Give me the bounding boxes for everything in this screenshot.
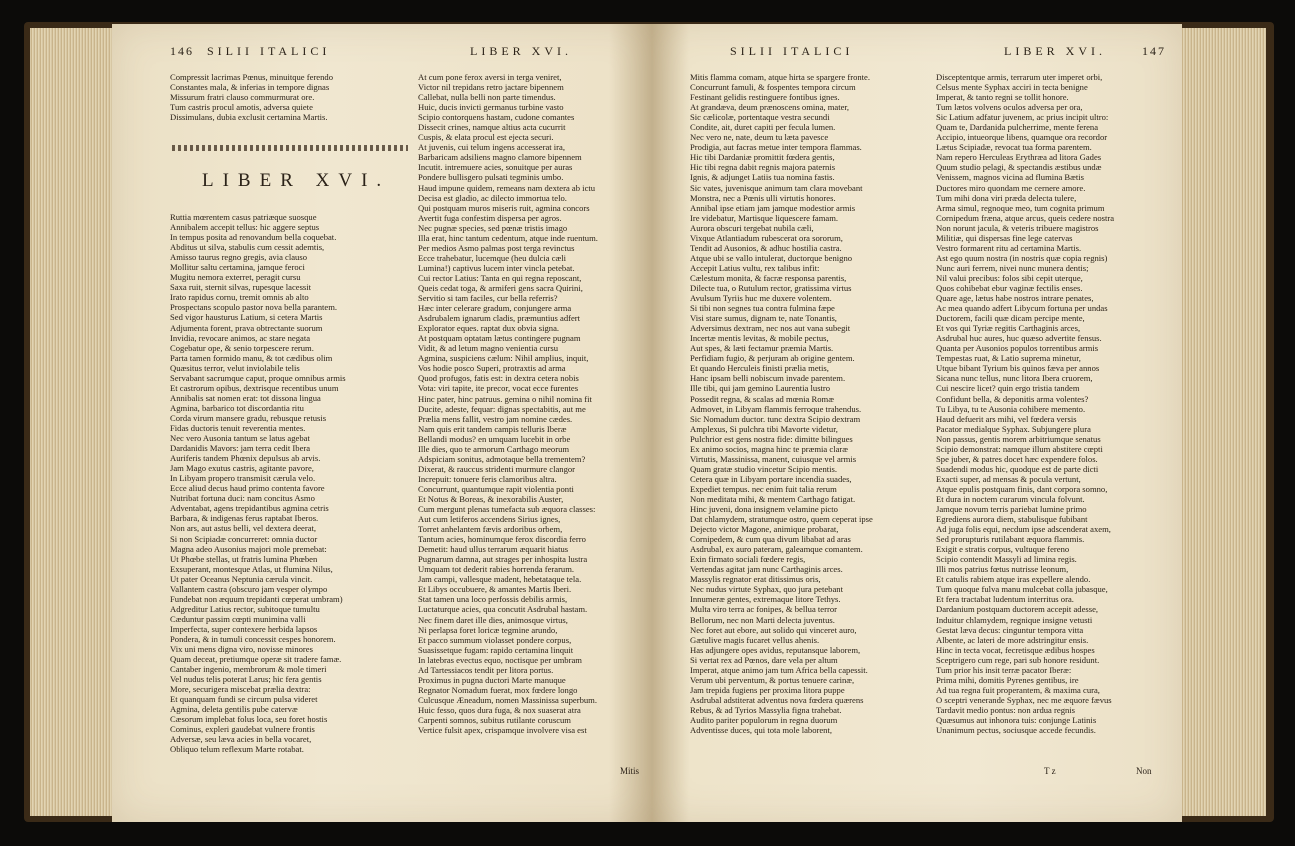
text-line: Sicana nunc tellus, nunc litora Ibera cruorem, bbox=[936, 373, 1093, 384]
text-line: Exsuperant, montesque Atlas, ut flumina Nilus, bbox=[170, 563, 333, 574]
text-line: Cui nescire licet? quin ergo tristia tandem bbox=[936, 383, 1080, 394]
text-line: Massylis regnator erat ditissimus oris, bbox=[690, 574, 821, 585]
text-line: Tempestas ruat, & Latio suprema minetur, bbox=[936, 353, 1081, 364]
right-catchword: Non bbox=[1136, 766, 1152, 776]
text-line: Decisa est gladio, ac dilecto immortua telo. bbox=[418, 192, 567, 203]
text-line: Asdrubal huc aures, huc quæso advertite fensus. bbox=[936, 333, 1102, 344]
text-line: Obliquo telum reflexum Marte rotabat. bbox=[170, 744, 304, 755]
text-line: Si non Scipiadæ concurreret: omnia ductor bbox=[170, 533, 318, 544]
text-line: Parta tamen formido manu, & tot cædibus olim bbox=[170, 352, 333, 363]
text-line: Avertit fuga confestim dispersa per agros. bbox=[418, 212, 562, 223]
text-line: Possedit regna, & scalas ad mœnia Romæ bbox=[690, 393, 834, 404]
text-line: Cominus, expleri gaudebat vulnere frontis bbox=[170, 724, 315, 735]
text-line: Vestro formarent ritu ad certamina Martis. bbox=[936, 242, 1082, 253]
text-line: Servabant sacrumque caput, proque omnibus armis bbox=[170, 372, 346, 383]
text-line: Huic, ducis invicti germanus turbine vasto bbox=[418, 102, 564, 113]
text-line: Sed prorupturis rutilabant æquora flammis. bbox=[936, 534, 1085, 545]
text-line: Adversimus dextram, nec nos aut vana subegit bbox=[690, 323, 851, 334]
text-line: At postquam optatam lætus contingere pugnam bbox=[418, 333, 581, 344]
text-line: Atque epulis postquam finis, dant corpora somno, bbox=[936, 483, 1108, 494]
text-line: Exacti super, ad mensas & pocula vertunt, bbox=[936, 473, 1081, 484]
text-line: Stat tamen una loco perfossis debilis armis, bbox=[418, 594, 568, 605]
text-line: Egrediens aurora diem, stabulisque fubibant bbox=[936, 514, 1088, 525]
text-line: Arma simul, regnoque meo, tum cognita primum bbox=[936, 202, 1105, 213]
text-line: Auriferis tandem Phœnix depulsus ab arvis. bbox=[170, 453, 321, 464]
text-line: Barbara, & indigenas ferus raptabat Iberos. bbox=[170, 513, 319, 524]
text-line: Si vertat rex ad Pœnos, dare vela per altum bbox=[690, 654, 838, 665]
text-line: Dejecto victor Magone, animique probarat, bbox=[690, 524, 839, 535]
text-line: Utque bibant Tyrium bis quinos fæva per annos bbox=[936, 363, 1100, 374]
text-line: Avulsum Tyriis huc me duxere volentem. bbox=[690, 293, 832, 304]
left-page bbox=[112, 24, 652, 822]
text-line: Servitio si tam faciles, cur bella referris? bbox=[418, 293, 558, 304]
text-line: Missurum fratri clauso commurmurat ore. bbox=[170, 92, 315, 103]
text-line: Scipio contendit Massyli ad limina regis. bbox=[936, 554, 1077, 565]
text-line: Multa viro terra ac fonipes, & bellua terror bbox=[690, 604, 837, 615]
text-line: Festinant gelidis restinguere fontibus ignes. bbox=[690, 92, 840, 103]
text-line: Albente, ac lateri de more adstringitur ensis. bbox=[936, 634, 1089, 645]
text-line: Concurrunt famuli, & fospentes tempora circum bbox=[690, 82, 856, 93]
right-running-head-right: LIBER XVI. bbox=[1004, 44, 1106, 58]
text-line: Tum lætos volvens oculos adversa per ora, bbox=[936, 102, 1083, 113]
text-line: Vix uni mens digna viro, novisse minores bbox=[170, 644, 313, 655]
text-line: Gestat læva decus: cinguntur tempora vitta bbox=[936, 624, 1084, 635]
text-line: Hæc inter celerare gradum, conjungere arma bbox=[418, 303, 572, 314]
text-line: Callebat, nulla belli non parte timendus. bbox=[418, 92, 556, 103]
text-line: Pugnarum damna, aut strages per inhospita lustra bbox=[418, 554, 588, 565]
text-line: Cuspis, & elata procul est ejecta securi. bbox=[418, 132, 554, 143]
text-line: Sed vigor hausturus Latium, si cetera Martis bbox=[170, 312, 323, 323]
text-line: Et Notus & Boreas, & inexorabilis Auster, bbox=[418, 493, 564, 504]
text-line: Prospectans scopulo pastor nova bella parantem. bbox=[170, 302, 338, 313]
text-line: Gætulive magis fucaret vellus ahenis. bbox=[690, 634, 820, 645]
text-line: Hinc juveni, dona insignem velamine picto bbox=[690, 504, 838, 515]
text-line: Condite, ait, duret capiti per fecula lumen. bbox=[690, 122, 836, 133]
text-line: Tardavit medio pontus: non ardua regnis bbox=[936, 704, 1076, 715]
text-line: Bellandi modus? en umquam lucebit in orbe bbox=[418, 433, 571, 444]
text-line: Ire videbatur, Martisque liquescere famam. bbox=[690, 212, 839, 223]
text-line: Non ars, aut astus belli, vel dextera deerat, bbox=[170, 523, 317, 534]
text-line: Ecce aliud decus haud primo contenta favore bbox=[170, 483, 325, 494]
text-line: Queis cedat toga, & armiferi gens sacra Quirini, bbox=[418, 282, 583, 293]
text-line: Per medios Asmo palmas post terga revinctus bbox=[418, 242, 575, 253]
text-line: Exin firmato sociali fœdere regis, bbox=[690, 554, 806, 565]
text-line: Admovet, in Libyam flammis ferroque trahendus. bbox=[690, 403, 862, 414]
text-line: Accipio, intueorque libens, quamque ora recordor bbox=[936, 132, 1108, 143]
text-line: Tum prior his insit terræ pacator Iberæ: bbox=[936, 664, 1072, 675]
text-line: Quanta per Ausonios populos torrentibus armis bbox=[936, 343, 1099, 354]
text-line: Amplexus, Si pulchra tibi Mavorte videtur, bbox=[690, 423, 838, 434]
text-line: Fidas ductoris tenuit reverentia mentes. bbox=[170, 422, 306, 433]
text-line: Aut cum letiferos accendens Sirius ignes, bbox=[418, 514, 561, 525]
text-line: Mitis flamma comam, atque hirta se spargere fronte. bbox=[690, 72, 871, 82]
text-line: Vallantem castra (obscuro jam vesper olympo bbox=[170, 583, 328, 594]
text-line: Sic Latium adfatur juvenem, ac prius incipit ultro: bbox=[936, 112, 1109, 123]
text-line: Nutribat fortuna duci: nam concitus Asmo bbox=[170, 493, 315, 504]
text-line: Scipio demonstrat: namque illum abstitere cœpti bbox=[936, 443, 1103, 454]
text-line: Imperfecta, super contexere herbida lapsos bbox=[170, 623, 318, 634]
text-line: Incertæ mentis levitas, & mobile pectus, bbox=[690, 333, 829, 344]
text-line: Ductores miro quondam me cernere amore. bbox=[936, 182, 1086, 193]
text-line: Unanimum pectus, sociusque accede fecundis. bbox=[936, 725, 1096, 736]
text-line: Dardanidis Mavors: jam terra cedit Ibera bbox=[170, 443, 311, 454]
text-line: In latebras evectus equo, noctisque per umbram bbox=[418, 654, 582, 665]
text-line: Annibal ipse etiam jam jamque modestior armis bbox=[690, 202, 856, 213]
text-line: Hic tibi Dardaniæ promittit fœdera gentis, bbox=[690, 152, 835, 163]
text-line: Adversæ, seu læva acies in bella vocaret, bbox=[170, 734, 312, 745]
right-page bbox=[652, 24, 1182, 822]
text-line: At juvenis, cui telum ingens accesserat ira, bbox=[418, 142, 566, 153]
text-line: Et vos qui Tyriæ regitis Carthaginis arces, bbox=[936, 323, 1081, 334]
text-line: Verum ubi perventum, & portus tenuere carinæ, bbox=[690, 674, 855, 685]
text-line: Disceptentque armis, terrarum uter imperet orbi, bbox=[936, 72, 1103, 82]
text-line: Ut pater Oceanus Neptunia cærula vincit. bbox=[170, 573, 313, 584]
text-line: Cæduntur passim cœpti munimina valli bbox=[170, 613, 306, 624]
text-line: Torret anhelantem fævis ardoribus orbem, bbox=[418, 524, 563, 535]
text-line: Spe juber, & patres docet hæc expendere folos. bbox=[936, 453, 1098, 464]
text-line: Jam trepida fugiens per proxima litora puppe bbox=[690, 684, 845, 695]
text-line: Abditus ut silva, stabulis cum cessit ademtis, bbox=[170, 242, 325, 253]
text-line: Jam campi, vallesque madent, hebetataque tela. bbox=[418, 574, 582, 585]
text-line: Asdrubalem ignarum cladis, præmuntius adfert bbox=[418, 313, 581, 324]
text-line: More, securigera miscebat prælia dextra: bbox=[170, 684, 311, 695]
text-line: Lætus Scipiadæ, revocat tua forma parentem. bbox=[936, 142, 1092, 153]
left-page-number: 146 bbox=[170, 44, 194, 58]
right-col1 bbox=[690, 72, 934, 745]
text-line: Atque ubi se vallo intulerat, ductorque benigno bbox=[690, 252, 853, 263]
text-line: Pondera, & in tumuli concessit cespes honorem. bbox=[170, 633, 336, 644]
text-line: Ex animo socios, magna hinc te præmia claræ bbox=[690, 443, 848, 454]
text-line bbox=[418, 735, 648, 745]
text-line: Nil valui precibus: folos sibi cepit uterque, bbox=[936, 272, 1083, 283]
text-line: Pacator medialque Syphax. Subjungere plura bbox=[936, 423, 1091, 434]
text-line: Adjumenta forent, prava obtrectante suorum bbox=[170, 322, 323, 333]
right-running-head: SILII ITALICI bbox=[730, 44, 854, 58]
text-line: Luctaturque acies, qua concutit Asdrubal hastam. bbox=[418, 604, 588, 615]
text-line: Prælia mens fallit, vestro jam nomine cædes. bbox=[418, 413, 573, 424]
text-line: Culcusque Æneadum, nomen Massinissa superbum. bbox=[418, 694, 598, 705]
text-line bbox=[936, 735, 1176, 745]
text-line: Has adjungere opes avidus, reputansque laborem, bbox=[690, 644, 861, 655]
text-line: Quod profugos, fatis est: in dextra cetera nobis bbox=[418, 373, 579, 384]
text-line: Nam quis erit tandem campis telluris Iberæ bbox=[418, 423, 567, 434]
text-line: Cæsorum implebat folus loca, seu foret hostis bbox=[170, 714, 328, 725]
text-line: Invidia, revocare animos, ac stare negata bbox=[170, 332, 311, 343]
text-line: Suadendi modus hic, quodque est de parte dicti bbox=[936, 463, 1099, 474]
text-line: Cogebatur ope, & senio torpescere rerum. bbox=[170, 342, 314, 353]
text-line: Aurora obscuri tergebat nubila cæli, bbox=[690, 222, 814, 233]
text-line: Explorator eques. raptat dux obvia signa. bbox=[418, 323, 560, 334]
text-line: Nec pugnæ species, sed pœnæ tristis imago bbox=[418, 222, 568, 233]
text-line: Imperat, & tanto regni se tollit honore. bbox=[936, 92, 1069, 103]
text-line: Mollitur saltu certamina, jamque feroci bbox=[170, 262, 305, 273]
left-col1-top bbox=[170, 72, 420, 122]
text-line: Cælestum monita, & facræ responsa parentis, bbox=[690, 272, 847, 283]
text-line: Quæsitus terror, velut inviolabile telis bbox=[170, 362, 300, 373]
text-line: Si tibi non segnes tua contra fulmina fæpe bbox=[690, 303, 835, 314]
text-line: Constantes mala, & inferias in tempore dignas bbox=[170, 82, 330, 93]
text-line: Compressit lacrimas Pœnus, minuitque ferendo bbox=[170, 72, 334, 82]
text-line: Vel nudus telis poterat Larus; hic fera gentis bbox=[170, 674, 322, 685]
text-line: Suasissetque fugam: rapido certamina linquit bbox=[418, 644, 574, 655]
text-line: Agmina, barbarico tot discordantia ritu bbox=[170, 402, 304, 413]
text-line: Monstra, nec a Pœnis ulli virtutis honores. bbox=[690, 192, 836, 203]
text-line: Agmina, suspiciens cælum: Nihil amplius, inquit, bbox=[418, 353, 589, 364]
text-line: Vos hodie posco Superi, protraxtis ad arma bbox=[418, 363, 566, 374]
text-line: Quam te, Dardanida pulcherrime, mente ferena bbox=[936, 122, 1099, 133]
text-line: Cetera quæ in Libyam portare incendia suades, bbox=[690, 473, 852, 484]
text-line: Asdrubal, ex auro pateram, galeamque comantem. bbox=[690, 544, 863, 555]
text-line: Asdrubal adstiterat adventus nova fœdera quærens bbox=[690, 694, 864, 705]
text-line: Nunc auri ferrem, nivei nunc munera dentis; bbox=[936, 262, 1089, 273]
text-line: Tum mihi dona viri præda delecta tulere, bbox=[936, 192, 1077, 203]
text-line: Saxa ruit, sternit silvas, rupesque lacessit bbox=[170, 282, 312, 293]
text-line: Ad Tartessiacos tendit per litora portus. bbox=[418, 664, 554, 675]
text-line: Et catulis rabiem atque iras expellere alendo. bbox=[936, 574, 1091, 585]
text-line: Cantaber ingenio, membrorum & mole timeri bbox=[170, 664, 327, 675]
text-line: Nec finem daret ille dies, animosque virtus, bbox=[418, 614, 568, 625]
text-line: Illa erat, hinc tantum cedentum, atque inde ruentum. bbox=[418, 232, 598, 243]
text-line: Tum castris procul amotis, adversa quiete bbox=[170, 102, 313, 113]
text-line: Pondere bullisgero pulsati tegminis umbo. bbox=[418, 172, 564, 183]
text-line: Hinc pater, hinc patruus. gemina o nihil nomina fit bbox=[418, 393, 592, 404]
text-line: Tum quoque fulva manu mulcebat colla jubasque, bbox=[936, 584, 1108, 595]
text-line: Innumeræ gentes, extremaque litore Tethys. bbox=[690, 594, 841, 605]
text-line: Ni perlapsa foret loricæ tegmine arundo, bbox=[418, 624, 558, 635]
text-line: Quam gratæ studio vincetur Scipio mentis. bbox=[690, 463, 838, 474]
text-line: Quam deceat, pretiumque operæ sit tradere famæ. bbox=[170, 654, 342, 665]
left-col1-main bbox=[170, 212, 418, 755]
text-line: Vota: viri tapite, ite precor, vocat ecce furentes bbox=[418, 383, 579, 394]
text-line: Nam repero Herculeas Erythræa ad litora Gades bbox=[936, 152, 1102, 163]
text-line: Nec nudus virtute Syphax, quo jura petebant bbox=[690, 584, 843, 595]
text-line: Imperat, atque animo jam tum Africa bella capessit. bbox=[690, 664, 868, 675]
text-line: Mugitu nemora exterret, peragit cursu bbox=[170, 272, 301, 283]
text-line: Ecce trahebatur, lucemque (heu dulcia cæli bbox=[418, 252, 567, 263]
text-line: Cui rector Latius: Tanta en qui regna reposcant, bbox=[418, 272, 582, 283]
text-line: Et quanquam fundi se circum pulsa videret bbox=[170, 694, 318, 705]
text-line: Hinc in tecta vocat, fecretisque ædibus hospes bbox=[936, 644, 1095, 655]
text-line: In Libyam propero transmisit cærula velo. bbox=[170, 473, 316, 484]
text-line: Tendit ad Ausonios, & adhuc hostilia castra. bbox=[690, 242, 842, 253]
right-col2 bbox=[936, 72, 1176, 745]
text-line: Ductorem, facili quæ dicam percipe mente, bbox=[936, 313, 1085, 324]
text-line: Huic fesso, quos dura fuga, & nox suaserat atra bbox=[418, 704, 581, 715]
text-line: Venissem, magnos vicina ad flumina Bætis bbox=[936, 172, 1084, 183]
text-line: Incutit. intremuere acies, sonuitque per auras bbox=[418, 162, 573, 173]
text-line: Nec vero ne, nate, deum tu læta pavesce bbox=[690, 132, 829, 143]
text-line: Tantum acies, hominumque ferox discordia ferro bbox=[418, 534, 586, 545]
text-line: Hanc ipsam belli nobiscum invade parentem. bbox=[690, 373, 846, 384]
text-line: Militiæ, qui dispersas fine lege catervas bbox=[936, 232, 1073, 243]
text-line: At grandæva, deum prænoscens omina, mater, bbox=[690, 102, 850, 113]
right-page-number: 147 bbox=[1142, 44, 1166, 58]
book-title: LIBER XVI. bbox=[202, 170, 391, 191]
text-line: Confidunt bella, & deponitis arma volentes? bbox=[936, 393, 1089, 404]
text-line: Aut spes, & læti fectamur præmia Martis. bbox=[690, 343, 834, 354]
right-page-edges bbox=[1178, 28, 1266, 816]
text-line: Ut Phœbe stellas, ut fratris lumina Phœben bbox=[170, 553, 318, 564]
text-line bbox=[690, 735, 934, 745]
text-line: Magna adeo Ausonius majori mole premebat: bbox=[170, 543, 327, 554]
text-line: Induitur chlamydem, regnique insigne vetusti bbox=[936, 614, 1093, 625]
text-line: Sceptrigero cum rege, pari sub honore residunt. bbox=[936, 654, 1100, 665]
text-line: Dilecte tua, o Rutulum rector, gratissima virtus bbox=[690, 282, 852, 293]
text-line: Vertice fulsit apex, crispamque involvere visa est bbox=[418, 725, 587, 736]
text-line: Non passus, gentis morem arbitriumque senatus bbox=[936, 433, 1101, 444]
text-line: Dissecit crines, namque altius acta cucurrit bbox=[418, 122, 566, 133]
text-line: Ruttia mœrentem casus patriæque suosque bbox=[170, 212, 317, 222]
text-line: Expediet tempus. nec enim fuit talia rerum bbox=[690, 483, 837, 494]
text-line: Ad tua regna fuit properantem, & maxima cura, bbox=[936, 684, 1100, 695]
text-line: Et fera tractabat ludentum interritus ora. bbox=[936, 594, 1074, 605]
text-line: Dissimulans, dubia exclusit certamina Martis. bbox=[170, 112, 328, 123]
text-line: Celsus mente Syphax acciri in tecta benigne bbox=[936, 82, 1088, 93]
left-col2 bbox=[418, 72, 648, 745]
text-line: Exigit e stratis corpus, vultuque fereno bbox=[936, 544, 1070, 555]
text-line: Dat chlamydem, stratumque ostro, quem ceperat ipse bbox=[690, 514, 873, 525]
text-line: Cornipedem, & cum qua divum libabat ad aras bbox=[690, 534, 851, 545]
text-line: Virtutis, Massinissa, manent, cuiusque vel armis bbox=[690, 453, 857, 464]
text-line: O sceptri venerande Syphax, nec me æquore fævus bbox=[936, 694, 1112, 705]
text-line: Adventisse duces, qui tota mole laborent, bbox=[690, 725, 833, 736]
text-line: Barbaricam adsiliens magno clamore bipennem bbox=[418, 152, 582, 163]
text-line: Vertendas agitat jam nunc Carthaginis arces. bbox=[690, 564, 843, 575]
text-line: Cum mergunt plenas tumefacta sub æquora classes: bbox=[418, 504, 596, 515]
ornament-rule bbox=[172, 145, 408, 151]
left-page-edges bbox=[30, 28, 118, 816]
text-line: Et dura in noctem curarum vincula folvunt. bbox=[936, 493, 1085, 504]
text-line: Increpuit: tonuere feris clamoribus altra. bbox=[418, 473, 557, 484]
text-line: Et pacco summum violasset pondere corpus, bbox=[418, 634, 572, 645]
left-running-head-right: LIBER XVI. bbox=[470, 44, 572, 58]
text-line: Annibalis sat nomen erat: tot dissona lingua bbox=[170, 392, 321, 403]
text-line: Ducite, adeste, fequar: dignas spectabitis, aut me bbox=[418, 403, 586, 414]
left-catchword: Mitis bbox=[620, 766, 640, 776]
text-line: Sic vates, juvenisque animum tam clara movebant bbox=[690, 182, 863, 193]
text-line: Adspiciam sonitus, admotaque bella trementem? bbox=[418, 453, 586, 464]
text-line: Annibalem accepit tellus: hic aggere septus bbox=[170, 222, 320, 233]
signature-mark: T z bbox=[1044, 766, 1056, 776]
text-line: Quos cohibebat ebur vaginæ fectilis enses. bbox=[936, 282, 1083, 293]
text-line: Cornipedum fræna, atque arcus, queis cedere nostra bbox=[936, 212, 1115, 223]
text-line: Regnator Nomadum fuerat, mox fœdere longo bbox=[418, 684, 578, 695]
text-line: Carpenti somnos, subitus rutilante coruscum bbox=[418, 715, 571, 725]
text-line: Visi stare sumus, dignam te, nate Tonantis, bbox=[690, 313, 837, 324]
text-line: Umquam tot dederit rabies horrenda ferarum. bbox=[418, 564, 575, 575]
text-line: Prodigia, aut facras metue inter tempora flammas. bbox=[690, 142, 862, 153]
text-line: Quum studio pelagi, & spectandis æstibus undæ bbox=[936, 162, 1102, 173]
text-line: Proximus in pugna ductori Marte manuque bbox=[418, 674, 566, 685]
text-line: Bellorum, nec non Marti delecta juventus. bbox=[690, 614, 835, 625]
text-line: Ac mea quando adfert Libycum fortuna per undas bbox=[936, 303, 1108, 314]
text-line: Vidit, & ad letum magno venientia cursu bbox=[418, 343, 559, 354]
text-line: Sic cælicolæ, portentaque vestra secundi bbox=[690, 112, 830, 123]
text-line: Scipio contorquens hastam, cudone comantes bbox=[418, 112, 575, 123]
text-line: Corda virum mansere gradu, rebusque retusis bbox=[170, 412, 327, 423]
text-line: Accepit Latius vultu, rex talibus infit: bbox=[690, 262, 820, 273]
text-line: Dardanium postquam ductorem accepit adesse, bbox=[936, 604, 1099, 615]
text-line: Ad juga folis equi, necdum ipse adscenderat axem, bbox=[936, 524, 1111, 535]
text-line: Adventabat, agens trepidantibus agmina cetris bbox=[170, 503, 329, 514]
text-line: Quæsumus aut inhonora tuis: conjunge Latinis bbox=[936, 715, 1097, 725]
text-line: Et castrorum opibus, dextrisque recentibus unum bbox=[170, 382, 339, 393]
text-line: Qui postquam muros miseris ruit, agmina concors bbox=[418, 202, 590, 213]
text-line: At cum pone ferox aversi in terga veniret, bbox=[418, 72, 562, 82]
text-line: Nec foret aut ebore, aut solido qui vinceret auro, bbox=[690, 624, 857, 635]
text-line: Adgreditur Latius rector, subitoque tumultu bbox=[170, 603, 320, 614]
text-line: Rebus, & ad Tyrios Massylia figna trahebat. bbox=[690, 704, 842, 715]
text-line: Haud defuerit ars mihi, vel fœdera versis bbox=[936, 413, 1077, 424]
text-line: Fundebat non æquum trepidanti cœperat umbram) bbox=[170, 593, 343, 604]
text-line: Non norunt jacula, & veteris tribuere magistros bbox=[936, 222, 1099, 233]
left-running-head: SILII ITALICI bbox=[207, 44, 331, 58]
text-line: In tempus posita ad renovandum bella coquebat. bbox=[170, 232, 337, 243]
text-line: Agmina, deleta gentilis pube catervæ bbox=[170, 704, 298, 715]
text-line: Victor nil trepidans retro jactare bipennem bbox=[418, 82, 564, 93]
text-line: Lumina!) captivus lucem inter vincla petebat. bbox=[418, 262, 575, 273]
text-line: Ignis, & adjunget Latiis tua nomina fastis. bbox=[690, 172, 835, 183]
text-line: Et quando Herculeis finisti prælia metis, bbox=[690, 363, 829, 374]
text-line: Non meditata mihi, & mentem Carthago fatigat. bbox=[690, 493, 856, 504]
text-line: Tu Libya, tu te Ausonia cohibere memento. bbox=[936, 403, 1086, 414]
text-line: Amisso taurus regno gregis, avia clauso bbox=[170, 252, 307, 263]
text-line: Ast ego quum nostra (in nostris quæ copia regnis) bbox=[936, 252, 1108, 263]
text-line: Haud impune quidem, remeans nam dextera ab ictu bbox=[418, 182, 596, 193]
text-line: Et Libys occubuere, & amantes Martis Iberi. bbox=[418, 584, 572, 595]
text-line: Nec vero Ausonia tantum se latus agebat bbox=[170, 433, 310, 444]
text-line: Dixerat, & rauccus stridenti murmure clangor bbox=[418, 463, 576, 474]
text-line: Sic Nomadum ductor. tunc dextra Scipio dextram bbox=[690, 413, 861, 424]
text-line: Perfidiam fugio, & perjuram ab origine gentem. bbox=[690, 353, 855, 364]
text-line: Ille tibi, qui jam gemino Laurentia lustro bbox=[690, 383, 831, 394]
text-line: Demetit: haud ullus terrarum æquarit hiatus bbox=[418, 544, 569, 555]
text-line: Audito pariter populorum in regna duorum bbox=[690, 715, 838, 725]
text-line: Vixque Atlantiadum rubescerat ora sororum, bbox=[690, 232, 843, 243]
text-line: Ille dies, quo te armorum Carthago meorum bbox=[418, 443, 570, 454]
text-line: Irato rapidus cornu, tremit omnis ab alto bbox=[170, 292, 309, 303]
text-line: Hic tibi regna dabit regnis majora paternis bbox=[690, 162, 836, 173]
text-line: Illi mos patrius fœtus nutrisse leonum, bbox=[936, 564, 1069, 575]
text-line: Quare age, lætus habe nostros intrare penates, bbox=[936, 293, 1094, 304]
text-line: Jam Mago exutus castris, agitante pavore, bbox=[170, 463, 314, 474]
text-line: Pulchrior est gens nostra fide: dimitte bilingues bbox=[690, 433, 853, 444]
text-line: Jamque novum terris pariebat lumine primo bbox=[936, 504, 1087, 515]
text-line: Prima mihi, domitis Pyrenes gentibus, ire bbox=[936, 674, 1079, 685]
text-line: Concurrunt, quantumque rapit violentia ponti bbox=[418, 483, 574, 494]
